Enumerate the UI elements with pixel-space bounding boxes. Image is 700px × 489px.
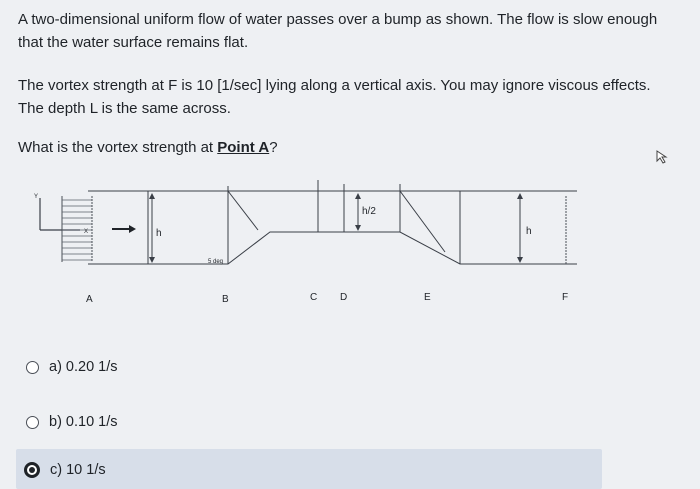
option-a-label: a) 0.20 1/s	[49, 359, 118, 375]
mouse-pointer-icon	[655, 150, 669, 164]
question-text	[18, 8, 678, 159]
depth-right-label: h	[526, 226, 532, 237]
flow-direction-arrow	[112, 225, 136, 233]
option-b[interactable]	[26, 414, 118, 430]
axis-x-label: X	[84, 229, 89, 235]
option-b-label: b) 0.10 1/s	[49, 414, 118, 430]
question-paragraph-1: A two-dimensional uniform flow of water passes over a bump as shown. The flow is slow enough that the water surface remains flat.	[18, 11, 658, 51]
option-a[interactable]	[26, 359, 118, 375]
point-d-label: D	[340, 292, 348, 303]
flow-diagram	[0, 178, 700, 318]
radio-button[interactable]	[26, 416, 39, 429]
prompt-suffix: ?	[269, 139, 278, 156]
question-prompt	[18, 136, 678, 159]
radio-button-selected[interactable]	[24, 462, 40, 478]
point-a-label: A	[86, 294, 93, 305]
option-c[interactable]	[24, 462, 106, 478]
option-c-label: c) 10 1/s	[50, 462, 106, 478]
question-paragraph-2: The vortex strength at F is 10 [1/sec] lying along a vertical axis. You may ignore viscous effects. The depth L is the same across.	[18, 77, 651, 117]
radio-button[interactable]	[26, 361, 39, 374]
point-a-link[interactable]: Point A	[217, 139, 270, 156]
depth-mid-label: h/2	[362, 206, 376, 217]
point-e-label: E	[424, 292, 431, 303]
prompt-prefix: What is the vortex strength at	[18, 139, 218, 156]
point-b-label: B	[222, 294, 229, 305]
axis-y-label: Y	[34, 194, 39, 200]
point-c-label: C	[310, 292, 318, 303]
angle-label: 5 deg	[208, 259, 224, 265]
depth-left-label: h	[156, 228, 162, 239]
point-f-label: F	[562, 292, 569, 303]
